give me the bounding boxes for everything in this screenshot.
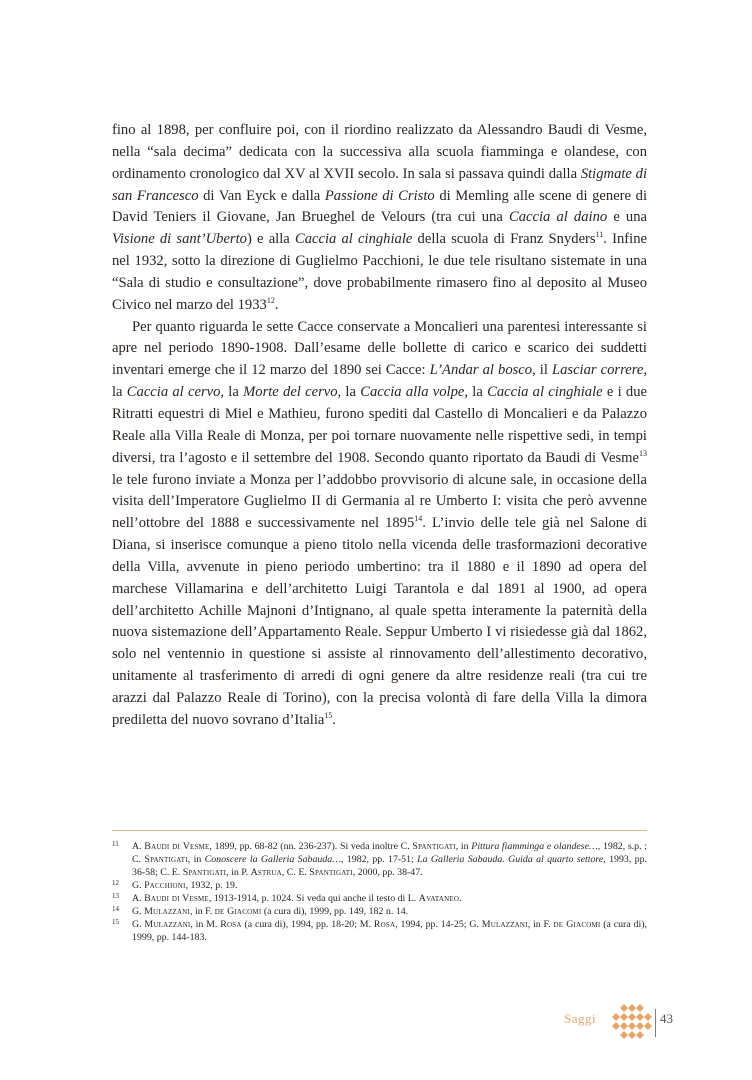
footnote-text: , in [455,841,472,852]
footnote-text: , in F. [527,919,554,930]
diamond-shape [620,1031,628,1039]
text-run: . L’invio delle tele già nel Salone di Diana, si inserisce comunque a pieno titolo nella vicenda delle trasformazioni decorative della Villa, avvenute in pieno periodo umbertino: tra il 1880 e il 1890 ad opera del marchese Villamarina e dell’architetto Luigi Tarantola e dal 1891 al 1900, ad opera dell’architetto Achille Majnoni d’Intignano, al quale spetta interamente la paternità della nuova sistemazione dell’Appartamento Reale. Seppur Umberto I vi risiedesse già dal 1862, solo nel ventennio in questione si assiste al rinnovamento dell’allestimento decorativo, unitamente al trasferimento di arredi di ogni genere da altre residenze reali (tra cui tre arazzi dal Palazzo Reale di Torino), con la precisa volontà di fare della Villa la dimora prediletta del nuovo sovrano d’Italia [112,515,647,728]
footnote [112,840,647,879]
text-run: le tele furono inviate a Monza per l’addobbo provvisorio di alcune sale, in occasione della visita dell’Imperatore Guglielmo II di Germania al re Umberto I: visita che però avvenne nell’ottobre del 1888 e successivamente nel 1895 [112,471,647,532]
work-title: Pittura fiamminga e olandese… [471,841,598,852]
text-run: . [274,296,279,313]
footnote [112,905,647,918]
footnote [112,879,647,892]
text-run: e i due Ritratti equestri di Miel e Mathieu, furono spediti dal Castello di Moncalieri e da Palazzo Reale alla Villa Reale di Monza, per poi tornare nuovamente nelle rispettive sedi, in tempi diversi, tra l’agosto e il settembre del 1908. Secondo quanto riportato da Baudi di Vesme [112,384,647,466]
footnote-text: A. [132,841,145,852]
diamond-shape [644,1022,652,1030]
page-footer [540,1003,690,1048]
footnote-ref: 13 [639,448,647,458]
footnote-text: . [459,893,462,904]
diamond-shape [620,1022,628,1030]
artwork-title: Lasciar correre [551,362,644,379]
footnote-number: 11 [112,840,119,848]
footnote-text: , C. E. [281,867,310,878]
author-name: Mulazzani [144,906,191,917]
diamond-shape [628,1013,636,1021]
footnote-number: 13 [112,892,119,900]
footnote-text: , 1982, s.p. ; C. [132,841,647,865]
text-run: di Memling alle scene di genere di David Teniers il Giovane, Jan Brueghel de Velours (tra cui una [112,187,647,226]
footnote-divider [112,830,647,831]
footnote [112,918,647,944]
diamond-shape [636,1031,644,1039]
author-name: Pacchioni [144,880,186,891]
diamond-shape [612,1022,620,1030]
artwork-title: Visione di sant’Uberto [112,231,247,248]
footnote-text: (a cura di), 1999, pp. 149, 182 n. 14. [261,906,409,917]
footnote-ref: 12 [266,295,275,305]
footnote-text: , 1994, pp. 14-25; G. [395,919,482,930]
artwork-title: Caccia al cinghiale [487,384,603,401]
text-run: ) e alla [246,231,295,248]
artwork-title: Stigmate di san Francesco [112,165,648,204]
text-run: , la [464,384,488,401]
artwork-title: Morte del cervo [243,384,338,401]
footnote-text: , in P. [226,867,251,878]
footnote [112,892,647,905]
artwork-title: Caccia al daino [508,209,608,226]
paragraph-2 [112,317,647,732]
paragraph-1 [112,120,647,317]
artwork-title: L’Andar al bosco [429,362,533,379]
footnote-ref: 11 [595,230,604,240]
diamond-shape [612,1013,620,1021]
text-run: , la [220,384,244,401]
author-name: Spantigati [309,867,353,878]
body-text [112,120,647,732]
diamond-shape [636,1004,644,1012]
footnotes [112,840,647,944]
footnote-number: 12 [112,879,119,887]
footnote-number: 14 [112,905,119,913]
footnote-ref: 15 [324,710,333,720]
author-name: Spantigati [144,854,188,865]
footnote-text: , in [187,854,205,865]
footer-divider [655,1009,656,1037]
footnote-text: A. [132,893,145,904]
author-name: Rosa [373,919,396,930]
author-name: de Giacomi [553,919,601,930]
footnote-text: , 1993, pp. 36-58; C. E. [132,854,647,878]
diamond-shape [620,1004,628,1012]
footnote-text: , 1982, pp. 17-51; [340,854,418,865]
artwork-title: Passione di Cristo [324,187,435,204]
page-number: 43 [660,1011,673,1026]
author-name: Mulazzani [144,919,191,930]
author-name: Baudi di Vesme [144,893,209,904]
text-run: , la [337,384,361,401]
diamond-shape [628,1031,636,1039]
text-run: della scuola di Franz Snyders [412,231,596,248]
author-name: de Giacomi [214,906,262,917]
footnote-text: , in F. [190,906,215,917]
footnote-ref: 14 [414,514,423,524]
text-run: di Van Eyck e dalla [198,187,325,204]
footnote-text: (a cura di), 1994, pp. 18-20; M. [241,919,374,930]
work-title: Conoscere la Galleria Sabauda… [204,854,341,865]
footnote-text: G. [132,880,145,891]
footnote-text: , in M. [190,919,221,930]
footnote-text: , 2000, pp. 38-47. [352,867,423,878]
diamond-shape [628,1022,636,1030]
text-run: fino al 1898, per confluire poi, con il riordino realizzato da Alessandro Baudi di Vesme, nella “sala decima” dedicata con la successiva alla scuola fiamminga e olandese, con ordinamento cronologico dal XV al XVII secolo. In sala si passava quindi dalla [112,122,647,182]
section-name: Saggi [564,1011,597,1026]
footnote-text: G. [132,919,145,930]
diamond-shape [636,1022,644,1030]
author-name: Mulazzani [481,919,528,930]
artwork-title: Caccia al cinghiale [294,231,413,248]
author-name: Astrua [250,867,282,878]
text-run: e una [607,209,647,226]
diamond-shape [620,1013,628,1021]
text-run: . [332,711,337,728]
footnote-text: , 1913-1914, p. 1024. Si veda qui anche il testo di L. [208,893,419,904]
author-name: Spantigati [412,841,456,852]
text-run: , il [532,362,552,379]
author-name: Avataneo [418,893,460,904]
text-run: , la [112,362,647,401]
diamond-shape [628,1004,636,1012]
text-run: . Infine nel 1932, sotto la direzione di Guglielmo Pacchioni, le due tele risultano sistemate in una “Sala di studio e consultazione”, dove probabilmente rimasero fino al deposito al Museo Civico nel marzo del 1933 [112,231,647,313]
artwork-title: Caccia al cervo [126,384,221,401]
author-name: Spantigati [182,867,227,878]
footnote-text: (a cura di), 1999, pp. 144-183. [132,919,647,943]
author-name: Baudi di Vesme [144,841,210,852]
diamond-shape [644,1013,652,1021]
diamond-pattern-icon [612,1003,652,1043]
footnote-text: , 1899, pp. 68-82 (nn. 236-237). Si veda inoltre C. [209,841,413,852]
work-title: La Galleria Sabauda. Guida al quarto settore [417,854,604,865]
text-run: Per quanto riguarda le sette Cacce conservate a Moncalieri una parentesi interessante si apre nel periodo 1890-1908. Dall’esame delle bollette di carico e scarico dei suddetti inventari emerge che il 12 marzo del 1890 sei Cacce: [112,318,647,379]
artwork-title: Caccia alla volpe [360,384,465,401]
footnote-text: G. [132,906,145,917]
author-name: Rosa [220,919,242,930]
footnote-text: , 1932, p. 19. [185,880,238,891]
footnote-number: 15 [112,918,119,926]
diamond-shape [636,1013,644,1021]
